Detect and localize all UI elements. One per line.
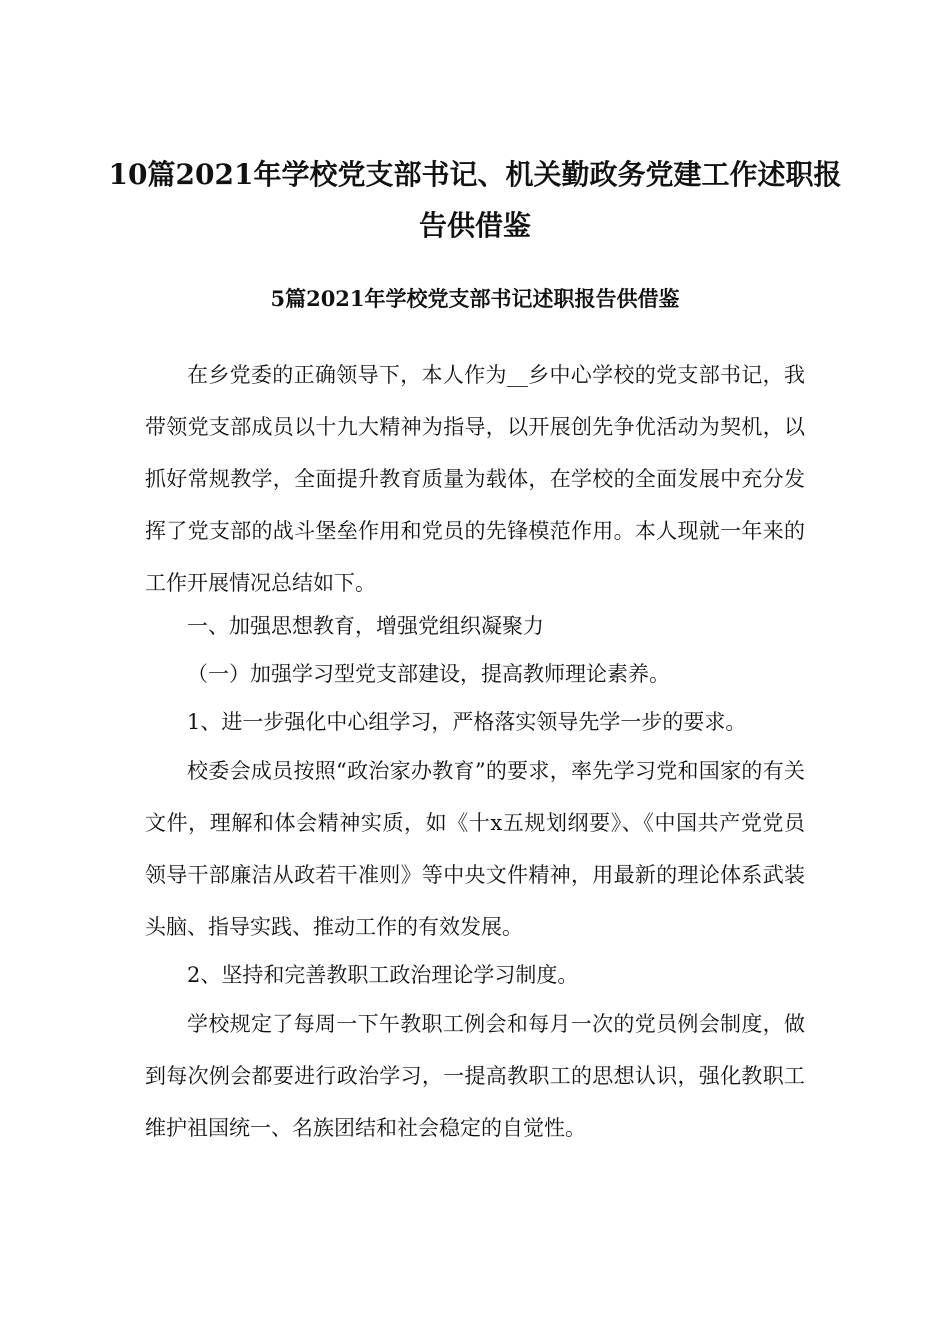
item-2-body-paragraph: 学校规定了每周一下午教职工例会和每月一次的党员例会制度，做到每次例会都要进行政治学习，一提高教职工的思想认识，强化教职工维护祖国统一、名族团结和社会稳定的自觉性。 xyxy=(145,1012,805,1140)
document-subtitle: 5篇2021年学校党支部书记述职报告供借鉴 xyxy=(270,286,680,311)
item-heading-2: 2、坚持和完善教职工政治理论学习制度。 xyxy=(187,963,579,987)
subsection-heading-1: （一）加强学习型党支部建设，提高教师理论素养。 xyxy=(187,662,670,686)
intro-paragraph: 在乡党委的正确领导下，本人作为__乡中心学校的党支部书记，我带领党支部成员以十九大精神为指导，以开展创先争优活动为契机，以抓好常规教学，全面提升教育质量为载体，在学校的全面发展中充分发挥了党支部的战斗堡垒作用和党员的先锋模范作用。本人现就一年来的工作开展情况总结如下。 xyxy=(145,363,805,595)
section-heading-1: 一、加强思想教育，增强党组织凝聚力 xyxy=(187,614,544,638)
document-title-line-1: 10篇2021年学校党支部书记、机关勤政务党建工作述职报 xyxy=(108,158,842,191)
item-heading-1: 1、进一步强化中心组学习，严格落实领导先学一步的要求。 xyxy=(187,710,747,734)
item-1-body-paragraph: 校委会成员按照“政治家办教育”的要求，率先学习党和国家的有关文件，理解和体会精神实质，如《十x五规划纲要》、《中国共产党党员领导干部廉洁从政若干准则》等中央文件精神，用最新的理论体系武装头脑、指导实践、推动工作的有效发展。 xyxy=(145,759,805,939)
document-title-line-2: 告供借鉴 xyxy=(418,209,531,242)
